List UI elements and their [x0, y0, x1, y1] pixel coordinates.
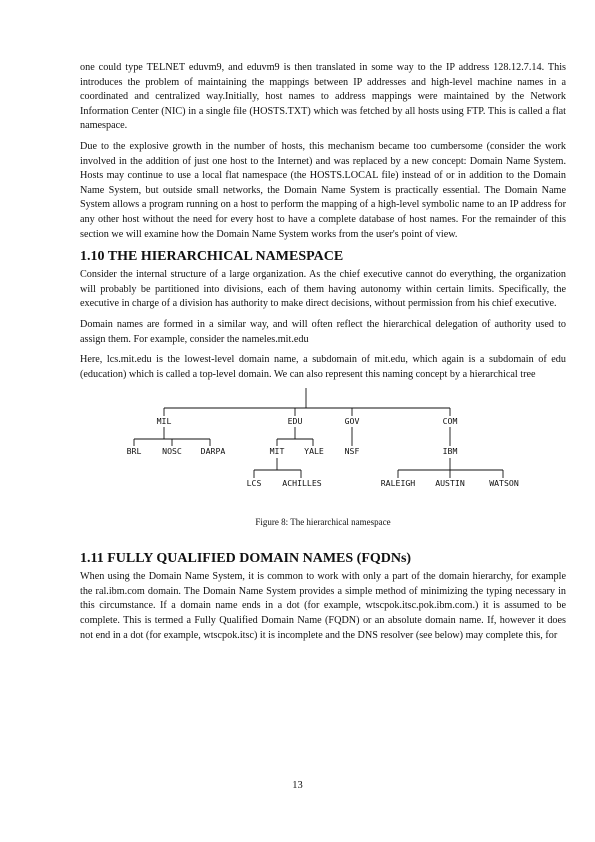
node-yale: YALE — [304, 446, 324, 457]
paragraph: Consider the internal structure of a large organization. As the chief executive cannot do everything, the organization will probably be partitioned into divisions, each of them having autonomy within certain limits. Specifically, the executive in charge of a division has authority to make direct decisions, without permission from his chief executive. — [80, 269, 566, 310]
text-column — [80, 61, 566, 649]
node-watson: WATSON — [489, 478, 519, 489]
paragraph: Due to the explosive growth in the number of hosts, this mechanism became too cumbersome (consider the work involved in the addition of just one host to the Internet) and was replaced by a new concept: Domain Name System. Hosts may continue to use a local flat namespace (the HOSTS.LOCAL file) instead of or in addition to the Domain Name System, but outside small networks, the Domain Name System is practically essential. The Domain Name System allows a program running on a host to perform the mapping of a high-level symbolic name to an IP address for any other host without the need for every host to have a complete database of host names. For the remainder of this section we will examine how the Domain Name System works from the user's point of view. — [80, 140, 566, 240]
node-nosc: NOSC — [162, 446, 182, 457]
node-brl: BRL — [126, 446, 142, 457]
node-ibm: IBM — [442, 446, 458, 457]
section-heading: 1.11 FULLY QUALIFIED DOMAIN NAMES (FQDNs) — [80, 551, 412, 567]
node-nsf: NSF — [344, 446, 360, 457]
paragraph: Here, lcs.mit.edu is the lowest-level domain name, a subdomain of mit.edu, which again is a subdomain of edu (education) which is called a top-level domain. We can also represent this naming concept by a hierarchical tree — [80, 354, 566, 380]
node-com: COM — [442, 416, 458, 427]
node-mit: MIT — [269, 446, 285, 457]
figure-caption: Figure 8: The hierarchical namespace — [255, 517, 391, 528]
node-mil: MIL — [156, 416, 172, 427]
paragraph: Domain names are formed in a similar way, and will often reflect the hierarchical delegation of authority used to assign them. For example, consider the nameles.mit.edu — [80, 318, 566, 345]
paragraph: When using the Domain Name System, it is common to work with only a part of the domain hierarchy, for example the ral.ibm.com domain. The Domain Name System provides a simple method of minimizing the typing necessary in this circumstance. If a domain name ends in a dot (for example, wtscpok.itsc.pok.ibm.com.) it is assumed to be complete. This is termed a Fully Qualified Domain Name (FQDN) or an absolute domain name. If, however it does not end in a dot (for example, wtscpok.itsc) it is incomplete and the DNS resolver (see below) may complete this, for — [80, 571, 566, 641]
page-number: 13 — [292, 780, 303, 791]
node-edu: EDU — [287, 416, 303, 427]
section-heading: 1.10 THE HIERARCHICAL NAMESPACE — [80, 249, 344, 265]
paragraph: one could type TELNET eduvm9, and eduvm9 is then translated in some way to the IP address 128.12.7.14. This introduces the problem of maintaining the mappings between IP addresses and high-level machine names in a coordinated and centralized way.Initially, host names to address mappings were maintained by the Network Information Center (NIC) in a single file (HOSTS.TXT) which was fetched by all hosts using FTP. This is called a flat namespace. — [80, 62, 566, 132]
node-achilles: ACHILLES — [282, 478, 322, 489]
namespace-tree-figure — [80, 388, 566, 514]
node-raleigh: RALEIGH — [380, 478, 416, 489]
node-darpa: DARPA — [200, 446, 226, 457]
node-austin: AUSTIN — [435, 478, 465, 489]
node-gov: GOV — [344, 416, 360, 427]
namespace-tree-diagram — [80, 388, 566, 514]
node-lcs: LCS — [246, 478, 262, 489]
